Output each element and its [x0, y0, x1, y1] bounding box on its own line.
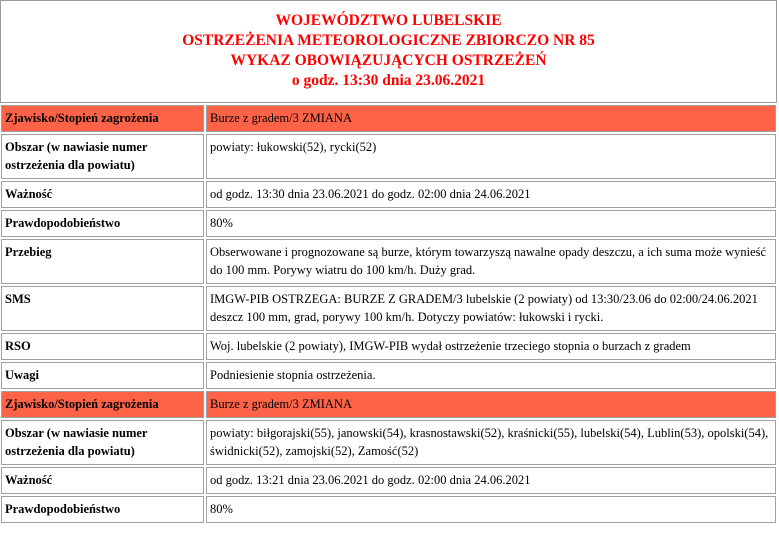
warning-phenomenon-row: [1, 391, 776, 418]
row-label: Zjawisko/Stopień zagrożenia: [1, 391, 204, 418]
table-row: [1, 333, 776, 360]
row-label: Prawdopodobieństwo: [1, 210, 204, 237]
warnings-table: [0, 103, 778, 525]
row-label: Ważność: [1, 467, 204, 494]
table-row: [1, 496, 776, 523]
row-value: Burze z gradem/3 ZMIANA: [206, 105, 776, 132]
table-row: [1, 181, 776, 208]
row-label: Obszar (w nawiasie numer ostrzeżenia dla powiatu): [1, 420, 204, 465]
table-row: [1, 362, 776, 389]
warning-phenomenon-row: [1, 105, 776, 132]
row-label: Ważność: [1, 181, 204, 208]
issue-time: o godz. 13:30 dnia 23.06.2021: [291, 72, 486, 89]
bulletin-title: OSTRZEŻENIA METEOROLOGICZNE ZBIORCZO NR 85: [182, 32, 595, 49]
row-label: Prawdopodobieństwo: [1, 496, 204, 523]
row-value: powiaty: biłgorajski(55), janowski(54), krasnostawski(52), kraśnicki(55), lubelski(54), Lublin(53), opolski(54), świdnicki(52), zamojski(52), Zamość(52): [206, 420, 776, 465]
region-title: WOJEWÓDZTWO LUBELSKIE: [275, 12, 502, 29]
row-value: Burze z gradem/3 ZMIANA: [206, 391, 776, 418]
table-row: [1, 210, 776, 237]
row-value: Woj. lubelskie (2 powiaty), IMGW-PIB wydał ostrzeżenie trzeciego stopnia o burzach z gradem: [206, 333, 776, 360]
table-row: [1, 467, 776, 494]
row-label: Zjawisko/Stopień zagrożenia: [1, 105, 204, 132]
table-row: [1, 286, 776, 331]
row-value: Podniesienie stopnia ostrzeżenia.: [206, 362, 776, 389]
row-value: IMGW-PIB OSTRZEGA: BURZE Z GRADEM/3 lubelskie (2 powiaty) od 13:30/23.06 do 02:00/24.06.2021 deszcz 100 mm, grad, porywy 100 km/h. Dotyczy powiatów: łukowski i rycki.: [206, 286, 776, 331]
row-value: od godz. 13:30 dnia 23.06.2021 do godz. 02:00 dnia 24.06.2021: [206, 181, 776, 208]
list-title: WYKAZ OBOWIĄZUJĄCYCH OSTRZEŻEŃ: [230, 52, 547, 69]
row-label: SMS: [1, 286, 204, 331]
row-label: RSO: [1, 333, 204, 360]
row-label: Obszar (w nawiasie numer ostrzeżenia dla powiatu): [1, 134, 204, 179]
row-value: Obserwowane i prognozowane są burze, którym towarzyszą nawalne opady deszczu, a ich suma może wynieść do 100 mm. Porywy wiatru do 100 km/h. Duży grad.: [206, 239, 776, 284]
row-value: 80%: [206, 210, 776, 237]
row-value: powiaty: łukowski(52), rycki(52): [206, 134, 776, 179]
table-row: [1, 239, 776, 284]
row-label: Przebieg: [1, 239, 204, 284]
row-value: od godz. 13:21 dnia 23.06.2021 do godz. 02:00 dnia 24.06.2021: [206, 467, 776, 494]
table-row: [1, 420, 776, 465]
document-header: [0, 0, 777, 103]
table-row: [1, 134, 776, 179]
row-value: 80%: [206, 496, 776, 523]
row-label: Uwagi: [1, 362, 204, 389]
